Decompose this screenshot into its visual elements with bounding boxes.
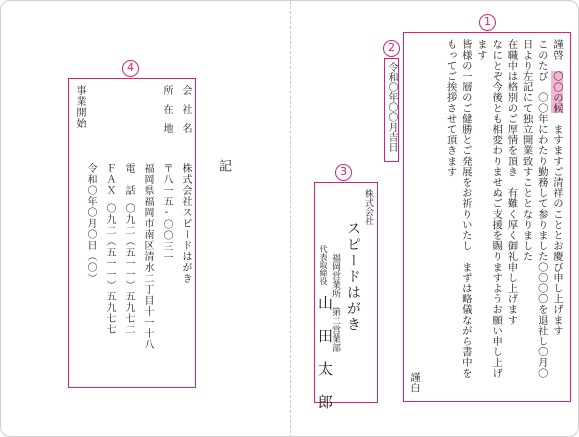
location-label: 所在地 xyxy=(161,85,172,142)
greeting-line-1: このたび 〇〇年にわたり勤務して参りました〇〇〇〇を退社し〇月〇 xyxy=(535,39,548,379)
tel-label: 電 話 xyxy=(123,163,134,196)
greeting-line-6: 皆様の一層のご健勝とご発展をお祈りいたし まずは略儀ながら書中を xyxy=(459,39,472,379)
greeting-body xyxy=(442,39,564,395)
address: 福岡県福岡市南区清水二丁目十一十八 xyxy=(142,163,153,350)
person-name: 山田太郎 xyxy=(316,295,334,427)
greeting-line-4: なにとぞ今後とも相変わりませぬご支援を賜りますようお願い申し上げ xyxy=(490,39,503,379)
department: 福岡営業所 第二営業部 xyxy=(330,253,340,352)
date-block[interactable] xyxy=(384,58,399,162)
greeting-text-block[interactable] xyxy=(403,32,571,402)
details-block[interactable] xyxy=(68,78,196,388)
section-badge-3: 3 xyxy=(335,164,352,181)
postal-code: 〒八一五-〇〇三一 xyxy=(161,163,172,263)
greeting-opening: 謹啓 xyxy=(551,39,563,61)
section-badge-2: 2 xyxy=(383,40,400,57)
person-title: 代表取締役 xyxy=(319,245,328,285)
start-date: 令和〇年〇月〇日（〇） xyxy=(85,163,96,284)
company-value: 株式会社スピードはがき xyxy=(180,163,191,284)
closing-word: 謹白 xyxy=(408,372,420,393)
fax-value: 〇九二（五一一）五九七七 xyxy=(104,203,115,335)
sender-block[interactable] xyxy=(314,182,378,427)
date-text: 令和〇年〇〇月吉日 xyxy=(386,62,397,152)
section-badge-1: 1 xyxy=(479,14,496,31)
fold-line xyxy=(290,1,291,437)
tel-value: 〇九二（五一一）五九七二 xyxy=(123,203,134,335)
greeting-line-3: 在職中は格別のご厚情を頂き 有難く厚く御礼申し上げます xyxy=(505,39,518,326)
start-label: 事業開始 xyxy=(74,85,85,129)
greeting-line-2: 日より左記にて独立開業致すこととなりました xyxy=(520,39,533,262)
company-label: 会社名 xyxy=(180,85,191,142)
greeting-line-0: ますますご清祥のこととお慶び申し上げます xyxy=(551,123,563,336)
greeting-line-7: もってご挨拶させて頂きます xyxy=(444,39,457,177)
ki-heading: 記 xyxy=(216,159,231,172)
fax-label: ＦＡＸ xyxy=(104,163,115,196)
greeting-line-5: ます xyxy=(474,39,487,61)
season-highlight: 〇〇の候 xyxy=(551,70,563,114)
company-type: 株式会社 xyxy=(363,189,373,225)
section-badge-4: 4 xyxy=(122,60,139,77)
company-name: スピードはがき xyxy=(345,221,361,333)
